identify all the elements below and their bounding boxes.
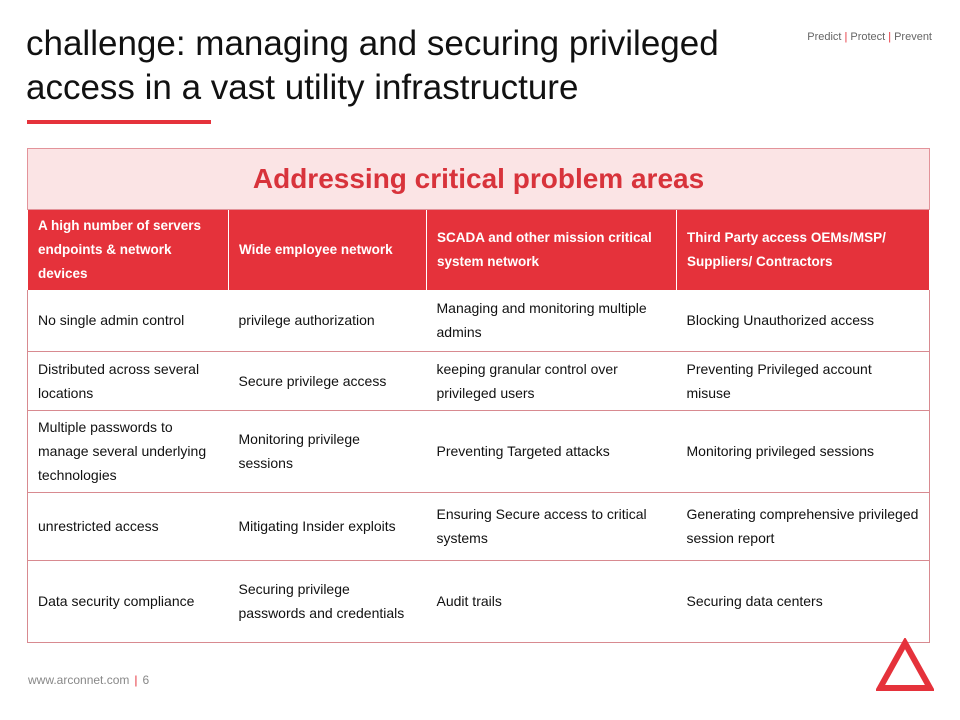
table-banner-row xyxy=(28,149,930,210)
footer-url: www.arconnet.com xyxy=(28,673,130,687)
slide-title: challenge: managing and securing privileged access in a vast utility infrastructure xyxy=(26,24,719,107)
footer-separator: | xyxy=(134,673,138,687)
logo-triangle xyxy=(880,643,930,688)
table-cell: unrestricted access xyxy=(28,492,229,560)
table-cell: privilege authorization xyxy=(229,290,427,351)
problem-areas-table xyxy=(27,148,930,643)
table-cell: Ensuring Secure access to critical systems xyxy=(427,492,677,560)
table-cell: Audit trails xyxy=(427,560,677,642)
table-header-row xyxy=(28,210,930,291)
footer xyxy=(28,673,149,687)
table-cell: keeping granular control over privileged users xyxy=(427,351,677,410)
triangle-logo-icon xyxy=(876,638,934,692)
table-cell: Monitoring privileged sessions xyxy=(677,410,930,492)
column-header: A high number of servers endpoints & network devices xyxy=(28,210,229,291)
table-row xyxy=(28,410,930,492)
table-cell: Monitoring privilege sessions xyxy=(229,410,427,492)
table-cell: Securing privilege passwords and credentials xyxy=(229,560,427,642)
table-cell: Blocking Unauthorized access xyxy=(677,290,930,351)
page-number: 6 xyxy=(142,673,150,687)
table-cell: Managing and monitoring multiple admins xyxy=(427,290,677,351)
tagline-predict: Predict xyxy=(807,31,842,43)
table-cell: Preventing Targeted attacks xyxy=(427,410,677,492)
column-header: Third Party access OEMs/MSP/ Suppliers/ Contractors xyxy=(677,210,930,291)
table-cell: Secure privilege access xyxy=(229,351,427,410)
table-row xyxy=(28,351,930,410)
table-cell: Securing data centers xyxy=(677,560,930,642)
table-row xyxy=(28,290,930,351)
table-cell: Multiple passwords to manage several underlying technologies xyxy=(28,410,229,492)
table-row xyxy=(28,492,930,560)
table-cell: Preventing Privileged account misuse xyxy=(677,351,930,410)
table-cell: No single admin control xyxy=(28,290,229,351)
table-cell: Generating comprehensive privileged session report xyxy=(677,492,930,560)
tagline-separator: | xyxy=(888,31,892,43)
tagline-protect: Protect xyxy=(850,31,886,43)
tagline-separator: | xyxy=(844,31,848,43)
tagline xyxy=(807,31,932,43)
problem-areas-table-wrap xyxy=(27,148,929,643)
tagline-prevent: Prevent xyxy=(894,31,932,43)
title-underline xyxy=(27,120,211,124)
table-cell: Data security compliance xyxy=(28,560,229,642)
column-header: Wide employee network xyxy=(229,210,427,291)
column-header: SCADA and other mission critical system network xyxy=(427,210,677,291)
table-cell: Mitigating Insider exploits xyxy=(229,492,427,560)
table-banner: Addressing critical problem areas xyxy=(28,149,930,210)
table-cell: Distributed across several locations xyxy=(28,351,229,410)
table-row xyxy=(28,560,930,642)
